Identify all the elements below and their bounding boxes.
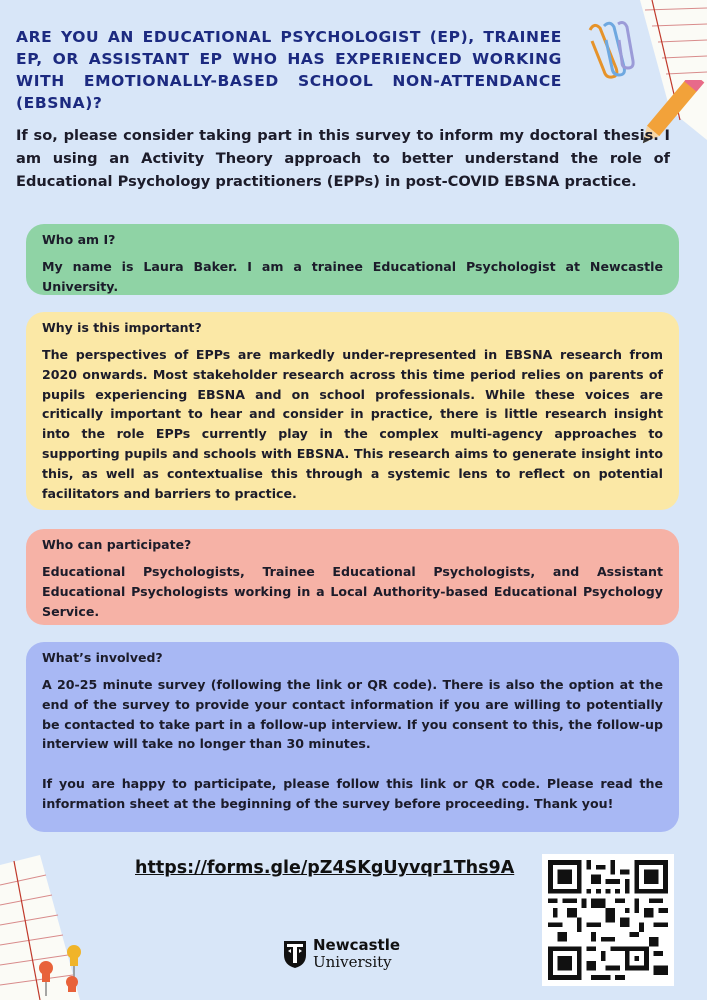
who-am-i-card [26,224,679,295]
who-am-i-heading: Who am I? [42,232,116,247]
pushpin-icon [32,938,102,998]
newcastle-university-logo [282,937,400,971]
logo-line-1: Newcastle [313,936,401,954]
university-crest-icon [282,939,308,969]
who-can-participate-card [26,529,679,625]
page-title: ARE YOU AN EDUCATIONAL PSYCHOLOGIST (EP), TRAINEE EP, OR ASSISTANT EP WHO HAS EXPERIENCED WORKING WITH EMOTIONALLY-BASED SCHOOL NON-ATTENDANCE (EBSNA)? [16,28,562,112]
logo-line-2: University [313,953,392,971]
who-am-i-body: My name is Laura Baker. I am a trainee Educational Psychologist at Newcastle University. [42,259,663,294]
whats-involved-instructions: If you are happy to participate, please follow this link or QR code. Please read the information sheet at the beginning of the survey before proceeding. Thank you! [42,776,663,811]
whats-involved-heading: What’s involved? [42,650,163,665]
who-can-participate-body: Educational Psychologists, Trainee Educational Psychologists, and Assistant Educational Psychologists working in a Local Authority-based Educational Psychology Service. [42,564,663,619]
why-important-heading: Why is this important? [42,320,202,335]
qr-code-icon[interactable] [542,854,674,986]
intro-text: If so, please consider taking part in this survey to inform my doctoral thesis. I am using an Activity Theory approach to better understand the role of Educational Psychology practitioners (EPPs) in post-COVID EBSNA practice. [16,127,670,190]
why-important-card [26,312,679,510]
who-can-participate-heading: Who can participate? [42,537,192,552]
why-important-body: The perspectives of EPPs are markedly under-represented in EBSNA research from 2020 onwards. Most stakeholder research across this time period relies on parents of pupils experiencing EBSNA and on school professionals. While these voices are critically important to hear and consider in practice, there is little research insight into the role EPPs currently play in the complex multi-agency approaches to supporting pupils and schools with EBSNA. This research aims to generate insight into this, as well as contextualise this through a systemic lens to reflect on potential facilitators and barriers to practice. [42,347,663,501]
whats-involved-card [26,642,679,832]
whats-involved-body: A 20-25 minute survey (following the link or QR code). There is also the option at the end of the survey to provide your contact information if you are willing to potentially be contacted to take part in a follow-up interview. If you consent to this, the follow-up interview will take no longer than 30 minutes. [42,677,663,752]
survey-link[interactable]: https://forms.gle/pZ4SKgUyvqr1Ths9A [135,858,515,878]
